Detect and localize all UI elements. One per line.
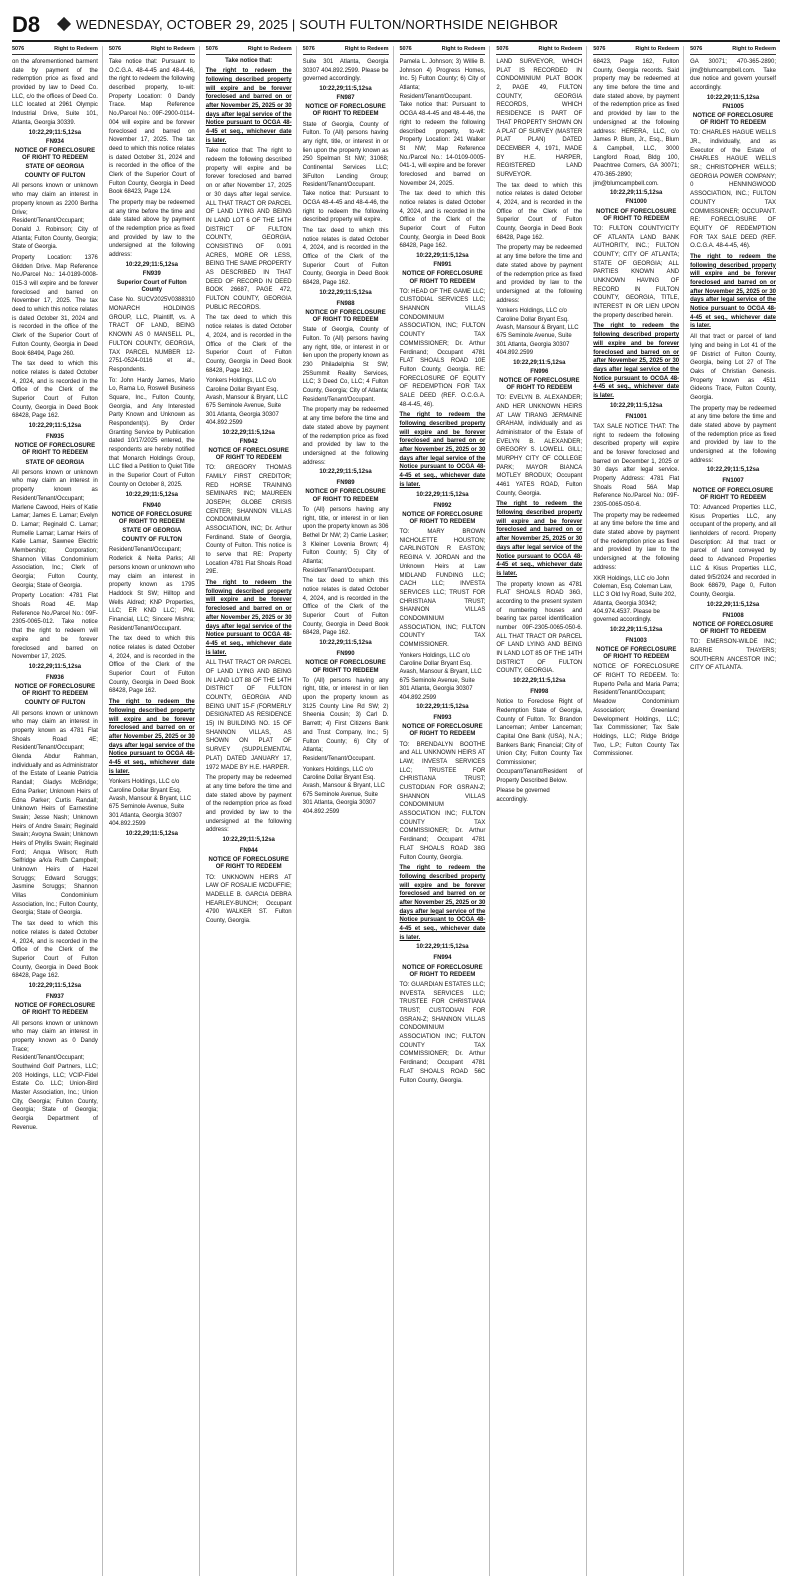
notice <box>593 414 679 633</box>
notice-signature: Yonkers Holdings, LLC c/o Caroline Dollar Bryant Esq. Avash, Mansour & Bryant, LLC 675 Seminole Avenue, Suite 301 Atlanta, Georgia 30307 404.892.2599 <box>496 308 579 357</box>
notice-body: GA 30071; 470-365-2890; jim@blumcampbell.com. Take due notice and govern yourself accordingly. <box>690 59 776 92</box>
notice <box>400 503 486 711</box>
runs-line: 10:22,29;11:5,12sa <box>609 190 663 197</box>
notice-property: To: John Hardy James, Mario Lo, Rama Lo, Roswell Business Square, Inc., Fulton County, Georgia, and Any Interested Party Known and Unknown as Respondent(s). By Order Granting Service by Publication dated 10/17/2025 entered, the respondents are hereby notified that Monarch Holdings Group, LLC filed a Petition to Quiet Title in the Superior Court of Fulton County on October 8, 2025. <box>108 377 195 488</box>
notice-id: FN993 <box>433 715 452 722</box>
notice-id: FN1001 <box>625 413 647 420</box>
column-3 <box>206 46 297 1576</box>
notice <box>400 955 486 1085</box>
column-header-label: Right to Redeem <box>732 46 776 52</box>
page-header <box>12 10 780 42</box>
column-7 <box>593 46 684 1576</box>
notice-deed: The tax deed to which this notice relates is dated October 4, 2024, and is recorded in the Office of the Clerk of the Superior Court of Fulton County, Georgia in Deed Book 68428, Page 162. <box>12 361 98 420</box>
redeem-box: The right to redeem the following described property will expire and be forever foreclosed and barred on or after November 25, 2025 or 30 days after legal service of the Notice pursuant to OCGA 48-4-45 et seq., whichever date is later. <box>205 580 292 656</box>
notice-redemption: The property may be redeemed at any time before the time and date stated above by payment of the redemption price as fixed and provided by law to the undersigned at the following address: <box>593 512 680 571</box>
notice-title: NOTICE OF FORECLOSURE OF RIGHT TO REDEEM <box>596 647 677 661</box>
notice-id: FN934 <box>45 138 64 145</box>
legal-notices-columns <box>12 46 780 1576</box>
notice-body: TO: HEAD OF THE GAME LLC; CUSTODIAL SERVICES LLC; SHANNON VILLAS CONDOMINIUM ASSOCIATION, INC; FULTON COUNTY TAX COMMISSIONER; Dr. Arthur Ferdinand; Occupant 4781 FLAT SHOALS ROAD 10E Fulton County, Georgia. RE: FORECLOSURE OF EQUITY OF REDEMPTION FOR TAX SALE DEED (REF. O.C.G.A. 48-4-45, 46). <box>399 288 486 408</box>
notice-id: FN937 <box>45 993 64 1000</box>
notice-county: COUNTY OF FULTON <box>24 700 86 707</box>
redeem-box: The right to redeem the following described property will expire and be forever foreclosed and barred on or after November 25, 2025 or 30 days after legal service of the Notice pursuant to OCGA 48-4-45 et seq., whichever date is later. <box>205 68 292 144</box>
notice-title: NOTICE OF FORECLOSURE OF RIGHT TO REDEEM <box>402 511 483 525</box>
notice <box>12 994 98 1133</box>
notice <box>109 503 195 837</box>
notice-body: TO: MARY BROWN NICHOLETTE HOUSTON; CARLINGTON R EASTON; REGINA V. JORDAN and the Unknown Heirs at Law MIDLAND FUNDING LLC; CACH LLC; INVESTA SERVICES LLC; TRUST FOR CHRISTIANA TRUST; SHANNON VILLAS CONDOMINIUM ASSOCIATION, INC; FULTON COUNTY TAX COMMISSIONER. <box>399 529 486 648</box>
notice <box>109 271 195 498</box>
runs-line: 10:22,29;11:5,12sa <box>319 469 372 476</box>
notice-body: All that tract or parcel of land lying and being in Lot 41 of the 9F District of Fulton County, Georgia, being Lot 27 of The Oaks of Christian Genesis. Property known as 4511 Gideons Trace, Fulton County, Georgia. <box>690 334 776 401</box>
notice-title: NOTICE OF FORECLOSURE OF RIGHT TO REDEEM <box>402 724 483 738</box>
header-dateline: WEDNESDAY, OCTOBER 29, 2025 | SOUTH FULTON/NORTHSIDE NEIGHBOR <box>76 17 559 32</box>
notice-property: Property Location: 4781 Flat Shoals Road 4E. Map Reference No./Parcel No.: 09F-2305-0065-012. Take notice that the right to redeem will expire and be forever foreclosed and barred on November 17, 2025. <box>12 593 98 661</box>
notice <box>303 301 389 476</box>
notice-id: FN1007 <box>722 478 744 485</box>
notice-id: FN942 <box>239 438 258 445</box>
notice-id: FN1003 <box>625 637 647 644</box>
runs-line: 10:22,29;11:5,12sa <box>319 289 372 296</box>
runs-line: 10:22,29;11:5,12sa <box>706 601 760 608</box>
notice-body: TO: FULTON COUNTY/CITY OF ATLANTA LAND BANK AUTHORITY, INC.; FULTON COUNTY; CITY OF ATLANTA; STATE OF GEORGIA; ALL PARTIES KNOWN AND UNKNOWN HAVING OF RECORD IN FULTON COUNTY, GEORGIA, TITLE, INTEREST IN OR LIEN UPON the property described herein. <box>593 225 680 319</box>
runs-line: 10:22,29;11:5,12sa <box>513 678 566 685</box>
notice-redemption: The property may be redeemed at any time before the time and date stated above by payment of the redemption price as fixed and provided by law to the undersigned at the following address: <box>205 775 292 834</box>
notice-redemption: The property may be redeemed at any time before the time and date stated above by payment of the redemption price as fixed and provided by law to the undersigned at the following address: <box>496 245 583 304</box>
notice-state: STATE OF GEORGIA <box>25 459 85 466</box>
column-header <box>400 46 486 55</box>
notice-id: FN1005 <box>722 103 744 110</box>
redeem-box: The right to redeem the following described property will expire and be forever foreclosed and barred on or after November 25, 2025 or 30 days after legal service of the Notice pursuant to OCGA 48-4-45 et seq., whichever date is later. <box>108 699 195 775</box>
notice <box>496 369 582 685</box>
column-1 <box>12 46 103 1576</box>
notice-id: FN940 <box>142 502 161 509</box>
notice-title: NOTICE OF FORECLOSURE OF RIGHT TO REDEEM <box>14 684 96 698</box>
notice-body: All persons known or unknown who may claim an interest in property known as 4781 Flat Shoals Road 4E; Resident/Tenant/Occupant; Glenda Abdur Rahman, individually and as Administrator of the Estate of Leanie Patricia Randall; Gladys McBridge; Edna Parker; Unknown Heirs of Edna Parker; Curtis Randall; Unknown Heirs of Earnestine Swain; Jesse Nash; Unknown Heirs of Andre Swain; Reginald Swain; Avoyna Swain; Unknown Heirs of Phyllis Swain; Reginald Ford; Anqua Wilson; Ruth Selfridge a/k/a Ruth Campbell; Unknown Heirs of Hazel Scruggs; Edward Scruggs; Jasmine Scruggs; Shannon Villas Condominium Association, Inc.; Fulton County, Georgia; State of Georgia. <box>12 710 98 917</box>
notice-body: TAX SALE NOTICE THAT: The right to redeem the following described property will expire and be forever foreclosed and barred on December 1, 2025 or 30 days after legal service. Property Address: 4781 Flat Shoals Road 56A Map Reference No./Parcel No.: 09F-2305-0065-050-6. <box>593 423 680 508</box>
notice-body: ALL THAT TRACT OR PARCEL OF LAND LYING AND BEING IN LAND LOT 88 OF THE 14TH DISTRICT OF FULTON COUNTY, GEORGIA AND BEING UNIT 15-F (FORMERLY DESIGNATED AS RESIDENCE 15) IN BUILDING NO. 15 OF SHANNON VILLAS, AS SHOWN ON PLAT OF SURVEY (SUPPLEMENTAL PLAT) DATED JANUARY 17, 1972 MADE BY H.E. HARPER. <box>205 660 292 771</box>
column-header-label: Right to Redeem <box>247 46 292 52</box>
notice-redemption: The property may be redeemed at any time before the time and date stated above by payment of the redemption price as fixed and provided by law to the undersigned at the following address: <box>108 200 195 259</box>
notice-body: Notice to Foreclose Right of Redemption State of Georgia, County of Fulton. To: Brandon Lanceman; Amber Lanceman; Capital One Bank (USA), N.A.; Bankers Bank; Financial; City of Union City; Fulton County Tax Commissioner; Occupant/Tenant/Resident of Property Described Below. <box>496 699 583 784</box>
column-header-label: Right to Redeem <box>344 46 389 52</box>
column-4 <box>303 46 394 1576</box>
notice-deed: The tax deed to which this notice relates is dated October 4, 2024, and is recorded in the Office of the Clerk of the Superior Court of Fulton County, Georgia in Deed Book 68428, Page 162. <box>302 578 389 637</box>
runs-line: 10:22,29;11:5,12sa <box>28 423 82 429</box>
column-header <box>109 46 195 55</box>
column-header-code: 5076 <box>302 46 315 52</box>
diamond-icon <box>57 17 71 31</box>
notice-body: All persons known or unknown who may claim an interest in property known as Resident/Tenant/Occupant; Marlene Cawood, Heirs of Katie Lamar; James E. Lamar; Evelyn D. Lamar; Reginald C. Lamar; Rumelle Lamar; Lamar Heirs of Katie Lamar, Sawnee Electric Membership; Corporation; Shannon Villas Condominium Association, Inc.; Clerk of Georgia; Fulton County, Georgia; State of Georgia. <box>12 469 98 589</box>
notice <box>206 439 292 843</box>
notice-body: LAND SURVEYOR, WHICH PLAT IS RECORDED IN CONDOMINIUM PLAT BOOK 2, PAGE 49, FULTON COUNTY, GEORGIA RECORDS, WHICH RESIDENCE IS PART OF THAT PROPERTY SHOWN ON A PLAT OF SURVEY (MASTER PLAT PLAN) DATED DECEMBER 4, 1971, MADE BY H.E. HARPER, REGISTERED LAND SURVEYOR. <box>496 59 583 178</box>
notice-body: TO: UNKNOWN HEIRS AT LAW OF ROSALIE MCDUFFIE; MADELLE B. GARCIA DEBRA HEARLEY-BUNCH; Occupant 4790 WALKER ST. Fulton County, Georgia. <box>205 874 292 925</box>
notice-body: TO: BRENDALYN BOOTHE and ALL UNKNOWN HEIRS AT LAW; INVESTA SERVICES LLC; TRUSTEE FOR CHRISTIANA TRUST; CUSTODIAN FOR GSRAN-Z; SHANNON VILLAS CONDOMINIUM ASSOCIATION INC; FULTON COUNTY TAX COMMISSIONER; Dr. Arthur Ferdinand; Occupant 4781 FLAT SHOALS ROAD 38G Fulton County, Georgia. <box>399 741 486 861</box>
notice-title: NOTICE OF FORECLOSURE OF RIGHT TO REDEEM <box>402 271 483 285</box>
notice-state: STATE OF GEORGIA <box>122 528 182 535</box>
redeem-box: The right to redeem the following described property will expire and be forever foreclosed and barred on or after November 25, 2025 or 30 days after legal service of the Notice pursuant to OCGA 48-4-45 et seq., whichever date is later. <box>690 253 776 330</box>
column-header-code: 5076 <box>399 46 412 52</box>
notice-id: FN998 <box>530 689 549 696</box>
notice <box>206 848 292 926</box>
notice-id: FN989 <box>336 480 355 487</box>
column-header-code: 5076 <box>108 46 122 52</box>
column-header-label: Right to Redeem <box>151 46 195 52</box>
notice-title: NOTICE OF FORECLOSURE OF RIGHT TO REDEEM <box>305 489 386 503</box>
column-header <box>206 46 292 55</box>
notice <box>400 715 486 950</box>
notice <box>303 480 389 646</box>
notice-title: NOTICE OF FORECLOSURE OF RIGHT TO REDEEM <box>596 208 677 222</box>
notice-id: FN991 <box>433 262 452 269</box>
notice-signature: Yonkers Holdings, LLC c/o Caroline Dollar Bryant Esq. Avash, Mansour & Bryant, LLC 675 Seminole Avenue, Suite 301 Atlanta, Georgia 30307 404.892.2599 <box>108 779 192 828</box>
notice-body: TO: GREGORY THOMAS FAMILY FIRST CREDITOR; RED HORSE TRAINING SEMINARS INC; MAUREEN JOSEPH; GLOBE CRISIS CENTER; SHANNON VILLAS CONDOMINIUM ASSOCIATION, INC; Dr. Arthur Ferdinand. State of Georgia, County of Fulton. This notice is to serve that RE: Property Location 4781 Flat Shoals Road 29E. <box>205 465 292 576</box>
column-header-code: 5076 <box>496 46 509 52</box>
notice-title: NOTICE OF FORECLOSURE OF RIGHT TO REDEEM <box>402 964 483 978</box>
runs-line: 10:22,29;11:5,12sa <box>416 704 469 711</box>
notice-court: Superior Court of Fulton County <box>116 280 187 294</box>
notice-body: Take notice that: Pursuant to O.C.G.A. 48-4-45 and 48-4-46, the right to redeem the following described property, to-wit: Property Location: 0 Dandy Trace. Map Reference No./Parcel No.: 09F-2900-0114-004 will expire and be forever foreclosed and barred on November 17, 2025. The tax deed to which this notice relates is dated October 31, 2024 and is recorded in the office of the Clerk of the Superior Court of Fulton County, Georgia in Deed Book 68423, Page 124. <box>108 59 195 196</box>
notice-id: FN935 <box>45 434 64 440</box>
notice-deed: The tax deed to which this notice relates is dated October 4, 2024, and is recorded in the Office of the Clerk of the Superior Court of Fulton County, Georgia in Deed Book 68428, Page 162. <box>496 182 583 241</box>
runs-line: 10:22,29;11:5,12sa <box>416 944 469 951</box>
notice <box>593 638 679 759</box>
notice-redemption: The property may be redeemed at any time before the time and date stated above by payment of the redemption price as fixed and provided by law to the undersigned at the following address: <box>690 405 776 464</box>
notice-county: COUNTY OF FULTON <box>121 537 183 544</box>
notice-body: All persons known or unknown who may claim an interest in property known as 0 Dandy Trace; Resident/Tenant/Occupant; Southwind Golf Partners, LLC; 203 Holdings, LLC; VCIP-Fidel Estate Co. LLC; Union-Bird Master Association, Inc.; Union City, Georgia; Fulton County, Georgia; State of Georgia; Georgia Department of Revenue. <box>12 1020 98 1131</box>
notice-title: NOTICE OF FORECLOSURE OF RIGHT TO REDEEM <box>208 447 289 461</box>
notice-property: Property Location: 1376 Glidden Drive. Map Reference No./Parcel No.: 14-0189-0008-015-3 will expire and be forever foreclosed and barred on November 17, 2025. The tax deed to which this notice relates is dated October 31, 2024 and is recorded in the office of the Clerk of the Superior Court of Fulton County, Georgia in Deed Book 68494, Page 260. <box>12 254 98 357</box>
notice-id: FN990 <box>336 651 355 658</box>
notice <box>593 199 679 408</box>
notice-redemption: The property may be redeemed at any time before the time and date stated above by payment of the redemption price as fixed and provided by law to the undersigned at the following address: <box>302 407 389 466</box>
runs-line: 10:22,29;11:5,12sa <box>125 261 178 268</box>
notice-title: NOTICE OF FORECLOSURE OF RIGHT TO REDEEM <box>305 104 386 118</box>
notice-id: FN936 <box>45 674 64 681</box>
notice-body: To (All) persons having any right, title, or interest in or lien upon the property known as 306 Bethel Dr NW; 2) Carrie Lasker; 3 Kleiner Lovenia Brown; 4) Fulton County; 5) City of Atlanta; Resident/Tenant/Occupant. <box>302 506 389 574</box>
notice-deed: The tax deed to which this notice relates is dated October 4, 2024, and is recorded in the Office of the Clerk of the Superior Court of Fulton County, Georgia in Deed Book 68428, Page 162. <box>205 315 292 374</box>
notice-county: COUNTY OF FULTON <box>24 173 86 180</box>
notice-title: NOTICE OF FORECLOSURE OF RIGHT TO REDEEM <box>305 309 386 324</box>
notice-title: NOTICE OF FORECLOSURE OF RIGHT TO REDEEM <box>692 621 774 635</box>
notice-title: NOTICE OF FORECLOSURE OF RIGHT TO REDEEM <box>499 377 580 391</box>
column-header-label: Right to Redeem <box>635 46 680 52</box>
column-header-code: 5076 <box>205 46 218 52</box>
notice-body: 68423, Page 162, Fulton County, Georgia records. Said property may be redeemed at any time before the time and date stated above, by payment of the redemption price as fixed and provided by law to the undersigned at the following address: HERERA, LLC, c/o James P. Blum, Jr., Esq., Blum & Campbell, LLC, 3000 Langford Road, Bldg 100, Peachtree Corners, GA 30071; 470-365-2890; jim@blumcampbell.com. <box>593 59 680 187</box>
notice-id: FN944 <box>239 848 258 855</box>
runs-line: 10:22,29;11:5,12sa <box>125 830 178 837</box>
runs-line: 10:22,29;11:5,12sa <box>319 86 372 93</box>
notice-id: FN992 <box>433 502 452 509</box>
notice-body: TO: Advanced Properties LLC, Kisus Properties LLC, any occupant of the property, and all lienholders of record. Property Description: All that tract or parcel of land conveyed by deed to Advanced Properties LLC & Kisus Properties LLC, dated 9/5/2024 and recorded in Book 68679, Page 0, Fulton County, Georgia. <box>690 505 776 598</box>
notice-body: State of Georgia, County of Fulton. To (All) persons having any right, title, or interest in or lien upon the property known as 230 Philadelphia St SW; 25Summit Reality Services, LLC; 3 Deed Co, LLC; 4 Fulton County, Georgia; City of Atlanta; Resident/Tenant/Occupant. <box>302 327 389 403</box>
notice <box>12 675 98 989</box>
runs-line: 10:22,29;11:5,12sa <box>609 626 663 633</box>
runs-line: 10:22,29;11:5,12sa <box>28 663 82 670</box>
runs-line: 10:22,29;11:5,12sa <box>28 129 82 136</box>
column-header-code: 5076 <box>593 46 606 52</box>
column-header <box>690 46 776 55</box>
notice-id: FN1000 <box>625 199 647 206</box>
notice <box>12 139 98 430</box>
notice <box>303 95 389 296</box>
notice-body: TO: CHARLES HAGUE WELLS JR., individually, and as Executor of the Estate of CHARLES HAGUE WELLS SR.; CHRISTOPHER WELLS; GEORGIA POWER COMPANY; 0 HENNINGWOOD ASSOCIATION, INC.; FULTON COUNTY TAX COMMISSIONER; OCCUPANT. RE: FORECLOSURE OF EQUITY OF REDEMPTION FOR TAX SALE DEED (REF. O.C.G.A. 48-4-45, 46). <box>690 130 776 250</box>
column-6 <box>496 46 587 1576</box>
column-header-label: Right to Redeem <box>538 46 583 52</box>
notice-deed: The tax deed to which this notice relates is dated October 4, 2024, and is recorded in the Office of the Clerk of the Superior Court of Fulton County, Georgia in Deed Book 68428, Page 162. <box>302 227 389 286</box>
notice-signature: Yonkers Holdings, LLC c/o Caroline Dollar Bryant Esq. Avash, Mansour & Bryant, LLC 675 Seminole Avenue, Suite 301 Atlanta, Georgia 30307 404.892.2599 <box>302 766 385 815</box>
column-header <box>303 46 389 55</box>
notice-id: FN988 <box>336 300 355 307</box>
notice-id: FN1008 <box>722 612 744 619</box>
notice <box>400 262 486 497</box>
column-header-code: 5076 <box>12 46 25 52</box>
notice-body: TO: GUARDIAN ESTATES LLC; INVESTA SERVICES LLC; TRUSTEE FOR CHRISTIANA TRUST; CUSTODIAN FOR GSRAN-Z; SHANNON VILLAS CONDOMINIUM ASSOCIATION INC; FULTON COUNTY TAX COMMISSIONER; Dr. Arthur Ferdinand; Occupant 4781 FLAT SHOALS ROAD 56C Fulton County, Georgia. <box>399 981 486 1084</box>
page-number: D8 <box>12 12 41 37</box>
notice-body: NOTICE OF FORECLOSURE OF RIGHT TO REDEEM. To: Ruperto Peña and Maria Parra; Resident/Tenant/Occupant; Meadow Condominium Association; Greenland Development Holdings, LLC; Tax Commissioner; Tax Sale Holdings, LLC; Ridge Bridge Two, L.P.; Fulton County Tax Commissioner. <box>593 664 680 758</box>
column-2 <box>109 46 200 1576</box>
column-8 <box>690 46 780 1576</box>
notice <box>12 434 98 670</box>
runs-line: 10:22,29;11:5,12sa <box>706 467 760 474</box>
notice-signature: Yonkers Holdings, LLC c/o Caroline Dollar Bryant Esq. Avash, Mansour & Bryant, LLC 675 Seminole Avenue, Suite 301 Atlanta, Georgia 30307 404.892.2599 <box>399 652 482 701</box>
runs-line: 10:22,29;11:5,12sa <box>28 982 82 989</box>
notice-body: All persons known or unknown who may claim an interest in property known as 2200 Bertha Drive; Resident/Tenant/Occupant; Donald J. Robinson; City of Atlanta; Fulton County, Georgia; State of Georgia. <box>12 183 98 251</box>
runs-line: 10:22,29;11:5,12sa <box>609 402 663 409</box>
notice-body: Pamela L. Johnson; 3) Willie B. Johnson 4) Progress Homes, Inc. 5) Fulton County; 6) City of Atlanta; Resident/Tenant/Occupant. Take notice that: Pursuant to OCGA 48-4-45 and 48-4-46, the right to redeem the following described property, to-wit: Property Location: 241 Walker St NW; Map Reference No./Parcel No.: 14-0109-0005-041-1, will expire and be forever foreclosed and barred on November 24, 2025. <box>399 59 486 187</box>
notice-id: FN939 <box>142 270 161 277</box>
notice-title: NOTICE OF FORECLOSURE OF RIGHT TO REDEEM <box>692 487 774 501</box>
runs-line: 10:22,29;11:5,12sa <box>416 491 469 498</box>
notice <box>496 689 582 804</box>
notice-deed: The tax deed to which this notice relates is dated October 4, 2024, and is recorded in the Office of the Clerk of the Superior Court of Fulton County, Georgia in Deed Book 68428, Page 162. <box>108 636 195 695</box>
column-header-code: 5076 <box>690 46 703 52</box>
column-header-label: Right to Redeem <box>54 46 98 52</box>
runs-line: 10:22,29;11:5,12sa <box>706 94 760 101</box>
notice-signature: XKR Holdings, LLC c/o John Coleman, Esq. Coleman Law, LLC 3 Old Ivy Road, Suite 202, Atlanta, Georgia 30342; 404.974.4537. Please be governed accordingly. <box>593 575 676 624</box>
notice-title: NOTICE OF FORECLOSURE OF RIGHT TO REDEEM <box>111 511 192 525</box>
notice-body: Suite 301 Atlanta, Georgia 30307 404.892.2599. Please be governed accordingly. <box>302 59 389 83</box>
notice-body: Case No. SUCV2025V0388310 MONARCH HOLDINGS GROUP, LLC, Plaintiff, vs. A TRACT OF LAND, BEING KNOWN AS 0 MANSELL PL, FULTON COUNTY, GEORGIA, TAX PARCEL NUMBER 12-2751-0524-0116 et al., Respondents. <box>108 297 195 373</box>
runs-line: 10:22,29;11:5,12sa <box>513 359 566 366</box>
runs-line: 10:22,29;11:5,12sa <box>222 429 275 436</box>
runs-line: 10:22,29;11:5,12sa <box>416 253 469 260</box>
column-header <box>593 46 679 55</box>
notice-title: NOTICE OF FORECLOSURE OF RIGHT TO REDEEM <box>14 443 96 457</box>
redeem-box: The right to redeem the following described property will expire and be forever foreclosed and barred on or after November 25, 2025 or 30 days after legal service of the Notice pursuant to OCGA 48-4-45 et seq., whichever date is later. <box>399 412 486 488</box>
notice-title: NOTICE OF FORECLOSURE OF RIGHT TO REDEEM <box>14 147 96 161</box>
notice-id: FN994 <box>433 955 452 962</box>
notice-state: STATE OF GEORGIA <box>25 164 85 171</box>
notice <box>690 104 776 474</box>
notice-id: FN987 <box>336 95 355 102</box>
notice-lead: on the aforementioned barment date by payment of the redemption price as fixed and provided by law to Deed Co. LLC, c/o the offices of Deed Co. LLC located at 2961 Olympic Industrial Drive, Suite 101, Atlanta, Georgia 30339. <box>12 59 98 126</box>
notice-deed: The tax deed to which this notice relates is dated October 4, 2024, and is recorded in the Office of the Clerk of the Superior Court of Fulton County, Georgia in Deed Book 68428, Page 162. <box>12 921 98 980</box>
runs-line: 10:22,29;11:5,12sa <box>222 837 275 844</box>
notice-id: FN996 <box>530 368 549 375</box>
take-notice: Take notice that: <box>225 58 273 64</box>
column-header-label: Right to Redeem <box>441 46 486 52</box>
notice-body: To (All) persons having any right, title, or interest in or lien upon the property known as 3125 County Line Rd SW; 2) Sheenia Cousin; 3) Carl D. Barrett; 4) First Citizens Bank and Trust Company, Inc.; 5) Fulton County; 6) City of Atlanta; Resident/Tenant/Occupant. <box>302 677 389 762</box>
redeem-box: The right to redeem the following described property will expire and be forever foreclosed and barred on or after November 25, 2025 or 30 days after legal service of the Notice pursuant to OCGA 48-4-45 et seq., whichever date is later. <box>593 323 680 399</box>
notice-title: NOTICE OF FORECLOSURE OF RIGHT TO REDEEM <box>14 1003 96 1017</box>
runs-line: 10:22,29;11:5,12sa <box>125 491 178 498</box>
notice <box>690 478 776 607</box>
notice <box>303 651 389 816</box>
notice-body: TO: EVELYN B. ALEXANDER; AND HER UNKNOWN HEIRS AT LAW TIRANG JERMAINE GRAHAM, individually and as Administrator of the Estate of EVELYN B. ALEXANDER; GREGORY S. LOWELL GILL; MURPHY CITY OF COLLEGE PARK; MAYOR BIANCA MOTLEY BRODUX; Occupant 4461 YATES ROAD, Fulton County, Georgia. <box>496 395 583 497</box>
notice-closing: Please be governed accordingly. <box>496 788 550 803</box>
runs-line: 10:22,29;11:5,12sa <box>319 640 372 647</box>
notice-body: TO: EMERSON-WILDE INC; BARRIE THAYERS; SOUTHERN ANCESTOR INC; CITY OF ATLANTA. <box>690 639 776 672</box>
column-5 <box>400 46 491 1576</box>
notice-title: NOTICE OF FORECLOSURE OF RIGHT TO REDEEM <box>305 660 386 674</box>
notice <box>690 613 776 673</box>
notice-deed: The tax deed to which this notice relates is dated October 4, 2024, and is recorded in the Office of the Clerk of the Superior Court of Fulton County, Georgia in Deed Book 68428, Page 162. <box>399 191 486 250</box>
notice-title: NOTICE OF FORECLOSURE OF RIGHT TO REDEEM <box>208 857 289 871</box>
redeem-box: The right to redeem the following described property will expire and be forever foreclosed and barred on or after November 25, 2025 or 30 days after legal service of the Notice pursuant to OCGA 48-4-45 et seq., whichever date is later. <box>496 501 583 577</box>
column-header <box>496 46 582 55</box>
notice-title: NOTICE OF FORECLOSURE OF RIGHT TO REDEEM <box>692 112 774 127</box>
notice-body: The property known as 4781 FLAT SHOALS ROAD 36G, according to the present system of numbering houses and bearing tax parcel identification number 09F-2305-0065-050-6. ALL THAT TRACT OR PARCEL OF LAND LYING AND BEING IN LAND LOT 85 OF THE 14TH DISTRICT OF FULTON COUNTY, GEORGIA. <box>496 581 583 675</box>
notice-body: Resident/Tenant/Occupant; Roderick & Nelta Parks; All persons known or unknown who may claim an interest in property known as 1795 Haddock St SW; Hilltop and Wells Aldred; KNP Properties, LLC; ER KND LLC; PNL Financial, LLC; Sincere Mishra; Resident/Tenant/Occupant. <box>108 547 195 632</box>
notice-signature: Yonkers Holdings, LLC c/o Caroline Dollar Bryant Esq. Avash, Mansour & Bryant, LLC 675 Seminole Avenue, Suite 301 Atlanta, Georgia 30307 404.892.2599 <box>205 378 289 427</box>
notice-property: State of Georgia, County of Fulton. To (All) persons having any right, title, or interest in or lien upon the property known as 250 Spelman St NW; 31068; Continental Services LLC; 3iFulton Lending Group; Resident/Tenant/Occupant. Take notice that: Pursuant to OCGA 48-4-45 and 48-4-46, the right to redeem the following described property will expire. <box>302 121 389 224</box>
notice-body: Take notice that: The right to redeem the following described property will expire and be forever foreclosed and barred on or after November 17, 2025 or 30 days after legal service. ALL THAT TRACT OR PARCEL OF LAND LYING AND BEING IN LAND LOT 6 OF THE 14TH DISTRICT OF FULTON COUNTY, GEORGIA, CONSISTING OF 0.091 ACRES, MORE OR LESS, BEING THE SAME PROPERTY AS DESCRIBED IN THAT DEED OF RECORD IN DEED BOOK 26687, PAGE 472, FULTON COUNTY, GEORGIA PUBLIC RECORDS. <box>205 148 292 311</box>
redeem-box: The right to redeem the following described property will expire and be forever foreclosed and barred on or after November 25, 2025 or 30 days after legal service of the Notice pursuant to OCGA 48-4-45 et seq., whichever date is later. <box>399 865 486 941</box>
column-header <box>12 46 98 55</box>
